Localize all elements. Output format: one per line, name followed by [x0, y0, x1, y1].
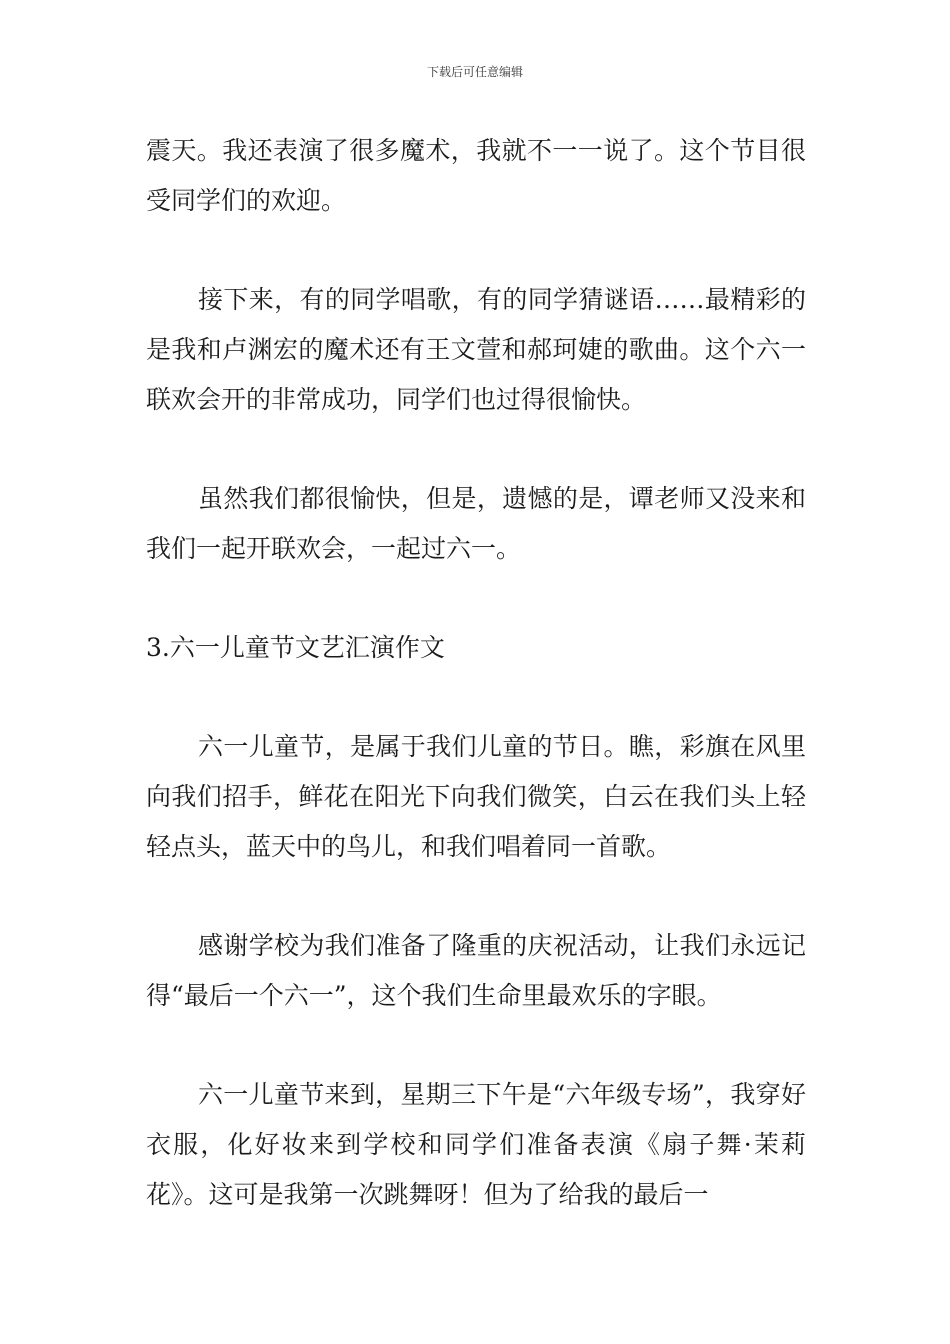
paragraph-1: 震天。我还表演了很多魔术，我就不一一说了。这个节目很受同学们的欢迎。	[146, 136, 806, 215]
paragraph-gap	[146, 1021, 806, 1070]
paragraph-5: 感谢学校为我们准备了隆重的庆祝活动，让我们永远记得“最后一个六一”，这个我们生命里最欢乐的字眼。	[146, 931, 806, 1010]
paragraph-3: 虽然我们都很愉快，但是，遗憾的是，谭老师又没来和我们一起开联欢会，一起过六一。	[146, 484, 806, 563]
paragraph-4: 六一儿童节，是属于我们儿童的节日。瞧，彩旗在风里向我们招手，鲜花在阳光下向我们微笑，白云在我们头上轻轻点头，蓝天中的鸟儿，和我们唱着同一首歌。	[146, 732, 806, 861]
document-body	[146, 126, 806, 1220]
paragraph-gap	[146, 574, 806, 623]
paragraph-gap	[146, 425, 806, 474]
paragraph-2: 接下来，有的同学唱歌，有的同学猜谜语……最精彩的是我和卢渊宏的魔术还有王文萱和郝珂婕的歌曲。这个六一联欢会开的非常成功，同学们也过得很愉快。	[146, 285, 806, 414]
page-header: 下载后可任意编辑	[426, 65, 523, 79]
paragraph-gap	[146, 226, 806, 275]
paragraph-6: 六一儿童节来到，星期三下午是“六年级专场”，我穿好衣服，化好妆来到学校和同学们准备表演《扇子舞·茉莉花》。这可是我第一次跳舞呀！但为了给我的最后一	[146, 1080, 806, 1209]
section-heading: 3.六一儿童节文艺汇演作文	[146, 633, 445, 662]
paragraph-gap	[146, 872, 806, 921]
paragraph-gap	[146, 673, 806, 722]
